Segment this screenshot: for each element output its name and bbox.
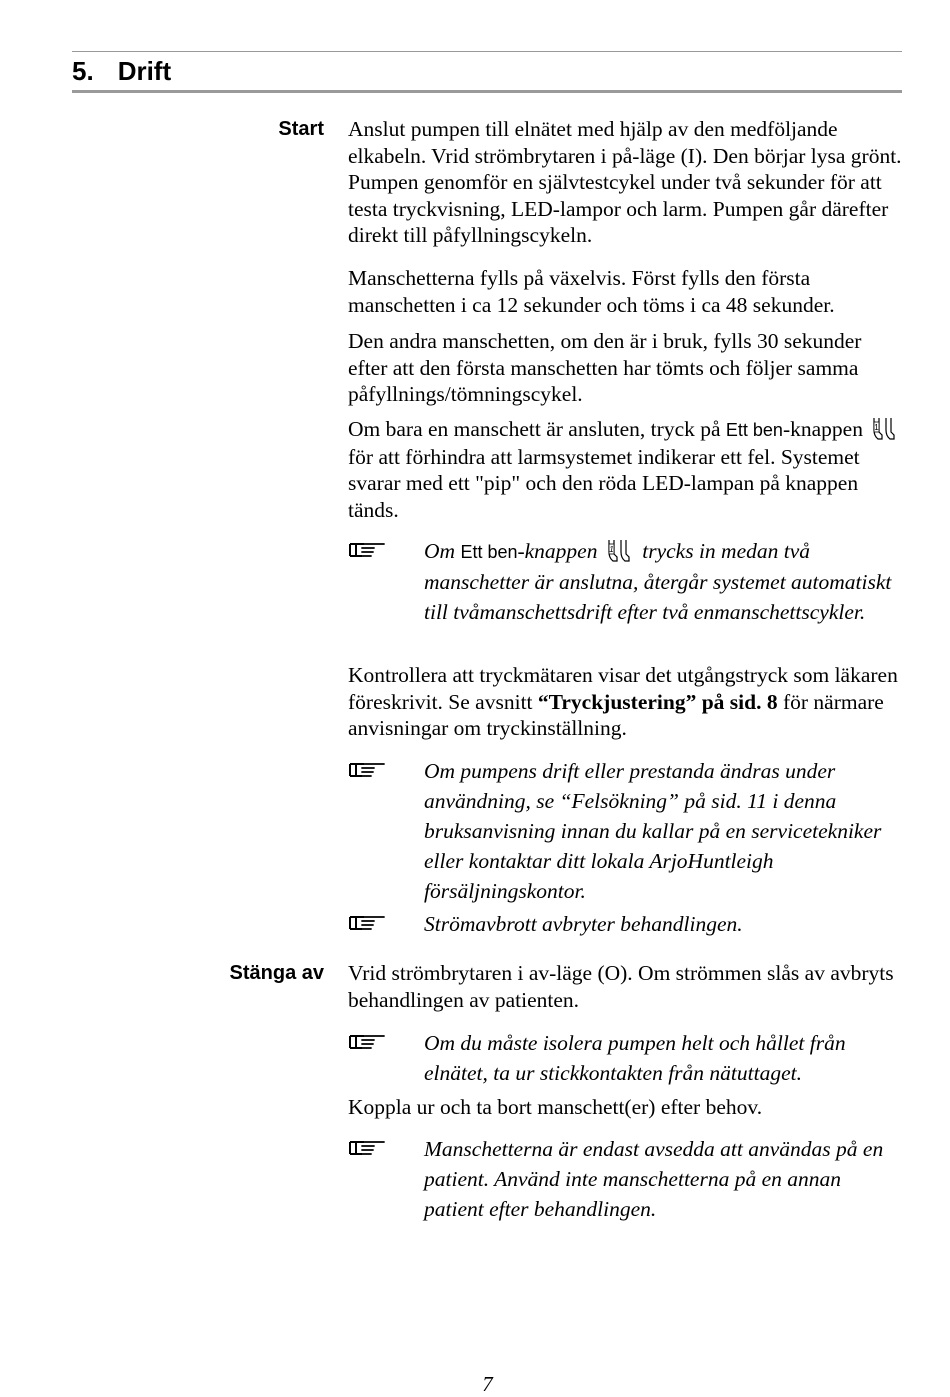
section-heading-start: Start	[278, 118, 324, 140]
note-isolate-power: Om du måste isolera pumpen helt och hållet från elnätet, ta ur stickkontakten från nätuttaget.	[348, 1028, 904, 1088]
cross-reference: “Tryckjustering” på sid. 8	[537, 689, 778, 714]
header-rule-top	[72, 51, 902, 52]
note-one-leg: Om Ett ben-knappen trycks in medan två manschetter är anslutna, återgår systemet automatiskt till tvåmanschettsdrift efter två enmanschettscykler.	[348, 536, 904, 627]
chapter-heading	[72, 53, 171, 89]
section-heading-stop: Stänga av	[229, 962, 324, 984]
stop-paragraph-2: Koppla ur och ta bort manschett(er) efter behov.	[348, 1095, 763, 1119]
stop-paragraph-1: Vrid strömbrytaren i av-läge (O). Om strömmen slås av avbryts behandlingen av patienten.	[348, 961, 894, 1012]
one-leg-button-label: Ett ben	[460, 542, 518, 562]
start-paragraph-1: Anslut pumpen till elnätet med hjälp av den medföljande elkabeln. Vrid strömbrytaren i på-läge (I). Den börjar lysa grönt. Pumpen genomför en självtestcykel under två sekunder för att testa tryckvisning, LED-lampor och larm. Pumpen går därefter direkt till påfyllningscykeln.	[348, 117, 902, 247]
start-paragraph-5: Kontrollera att tryckmätaren visar det utgångstryck som läkaren föreskrivit. Se avsnitt “Tryckjustering” på sid. 8 för närmare anvisningar om tryckinställning.	[348, 663, 898, 740]
header-rule-bottom	[72, 90, 902, 93]
note-troubleshooting: Om pumpens drift eller prestanda ändras under användning, se “Felsökning” på sid. 11 i denna bruksanvisning innan du kallar på en servicetekniker eller kontaktar ditt lokala ArjoHuntleigh försäljningskontor.	[348, 756, 904, 906]
chapter-number: 5.	[72, 56, 94, 86]
chapter-title: Drift	[117, 56, 172, 86]
pointing-hand-icon	[348, 1136, 386, 1160]
page-number: 7	[482, 1372, 493, 1396]
note-single-patient: Manschetterna är endast avsedda att användas på en patient. Använd inte manschetterna på en annan patient efter behandlingen.	[348, 1134, 904, 1224]
one-leg-button-label: Ett ben	[725, 420, 783, 440]
start-paragraph-2: Manschetterna fylls på växelvis. Först fylls den första manschetten i ca 12 sekunder och töms i ca 48 sekunder.	[348, 266, 835, 317]
pointing-hand-icon	[348, 758, 386, 782]
note-power-failure: Strömavbrott avbryter behandlingen.	[348, 909, 904, 939]
single-leg-icon	[870, 417, 900, 441]
start-paragraph-4: Om bara en manschett är ansluten, tryck på Ett ben-knappen för att förhindra att larmsystemet indikerar ett fel. Systemet svarar med ett "pip" och den röda LED-lampan på knappen tänds.	[348, 416, 904, 523]
pointing-hand-icon	[348, 1030, 386, 1054]
single-leg-icon	[605, 539, 635, 563]
pointing-hand-icon	[348, 911, 386, 935]
pointing-hand-icon	[348, 538, 386, 562]
start-paragraph-3: Den andra manschetten, om den är i bruk, fylls 30 sekunder efter att den första manschetten har tömts och följer samma påfyllnings/tömningscykel.	[348, 329, 862, 406]
